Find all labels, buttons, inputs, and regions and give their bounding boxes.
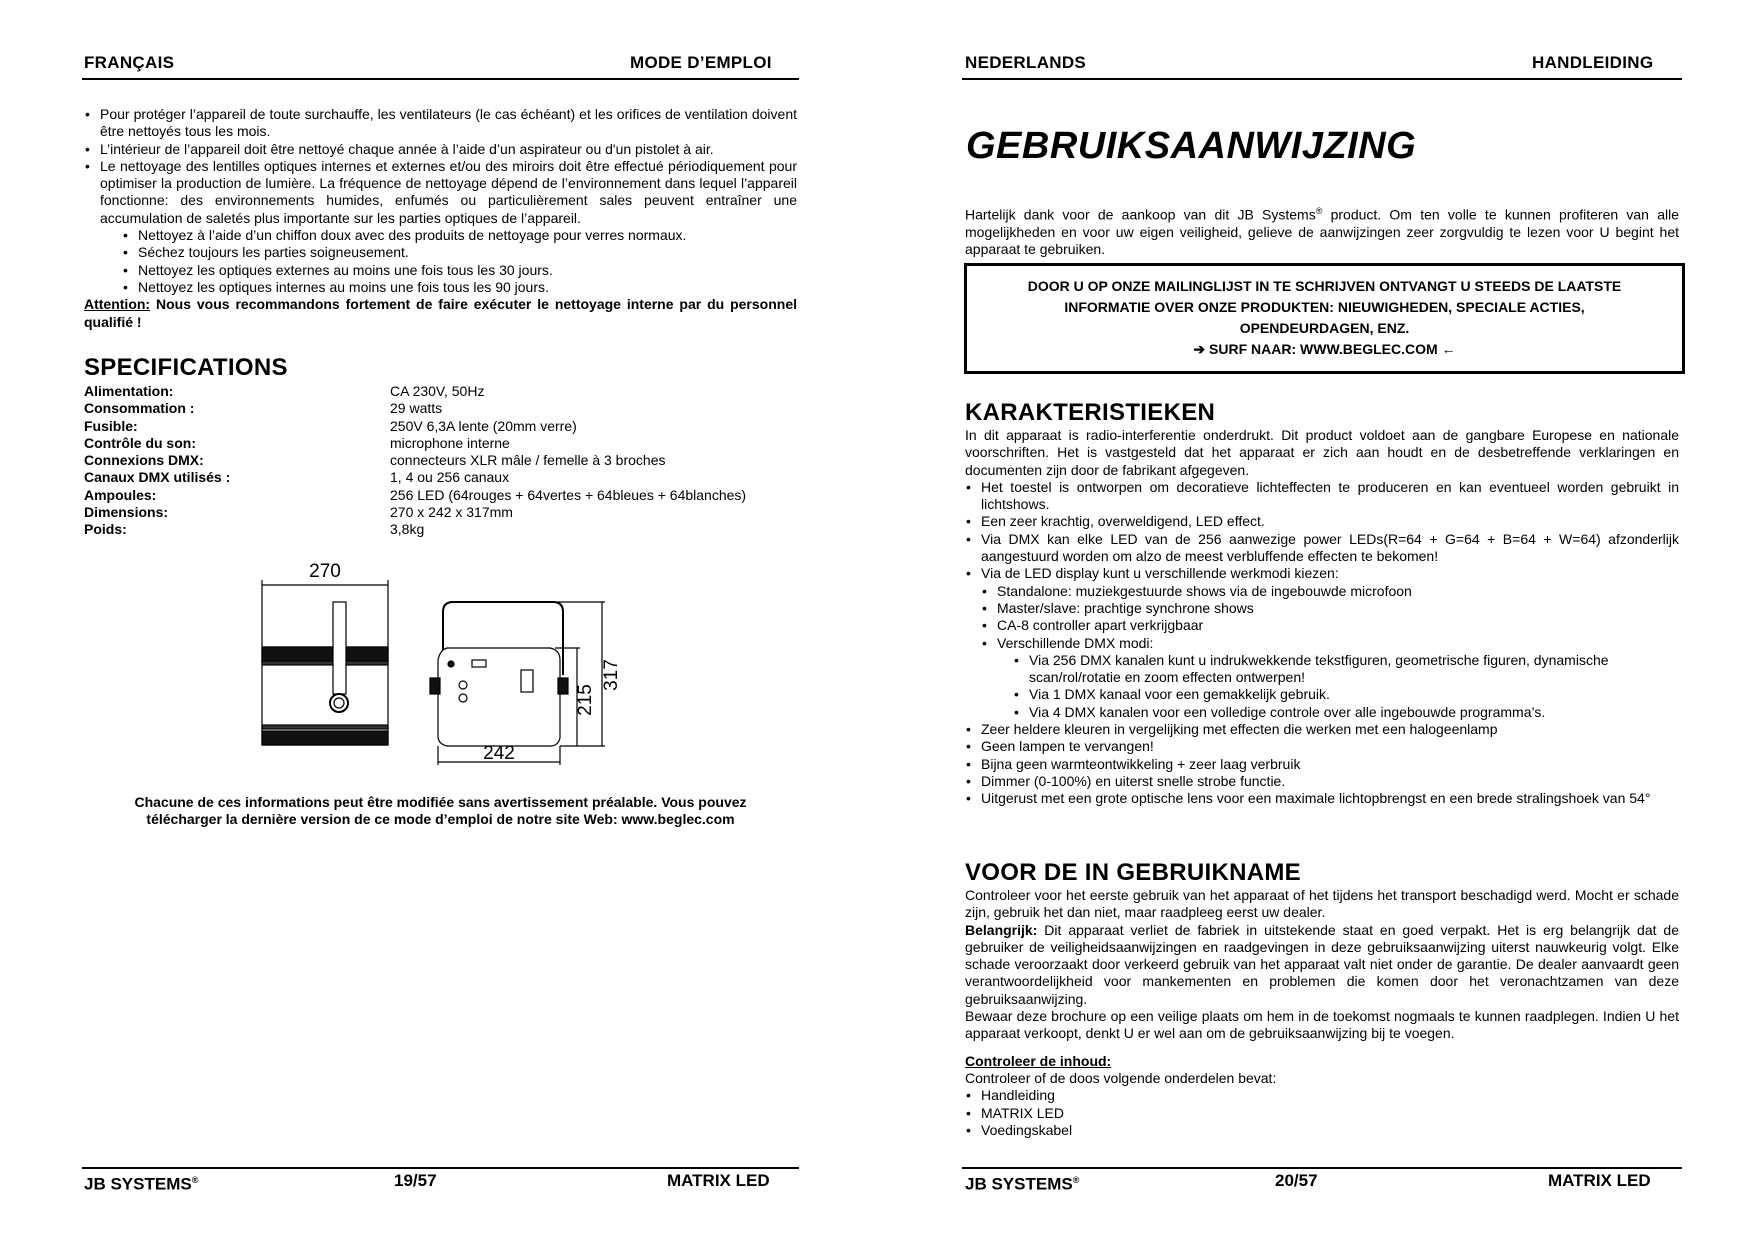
- spec-value: 250V 6,3A lente (20mm verre): [390, 417, 577, 434]
- side-view: [262, 580, 388, 745]
- list-item: • Het toestel is ontworpen om decoratieve lichteffecten te produceren en kan eventueel worden gebruikt in lichtshows.: [965, 479, 1679, 514]
- footer-product: MATRIX LED: [1548, 1171, 1651, 1190]
- list-item: • Via 256 DMX kanalen kunt u indrukwekkende tekstfiguren, geometrische figuren, dynamische scan/rol/rotatie en zoom effecten ontwerpen!: [1013, 652, 1659, 687]
- list-item: • Séchez toujours les parties soigneusement.: [122, 244, 797, 261]
- footer-product: MATRIX LED: [667, 1171, 770, 1190]
- dim-h1-label: 215: [575, 684, 596, 716]
- list-item: • Pour protéger l’appareil de toute surchauffe, les ventilateurs (le cas échéant) et les orifices de ventilation doivent être nettoyés tous les mois.: [84, 106, 797, 141]
- spec-value: 3,8kg: [390, 521, 425, 538]
- footer-brand: JB SYSTEMS®: [84, 1174, 199, 1194]
- list-item: • Bijna geen warmteontwikkeling + zeer laag verbruik: [965, 756, 1665, 773]
- header-rule: [962, 78, 1682, 80]
- maintenance-section: [84, 106, 797, 331]
- spec-value: microphone interne: [390, 434, 510, 451]
- dim-width-label: 270: [309, 561, 341, 582]
- list-item: • Voedingskabel: [965, 1122, 1679, 1139]
- disclaimer-note: Chacune de ces informations peut être modifiée sans avertissement préalable. Vous pouvez télécharger la dernière version de ce mode d’emploi de notre site Web: www.beglec.com: [134, 794, 747, 828]
- spec-label: Consommation :: [84, 400, 195, 417]
- spec-label: Ampoules:: [84, 486, 157, 503]
- characteristics-heading: KARAKTERISTIEKEN: [965, 399, 1216, 426]
- attention-label: Attention:: [84, 296, 151, 313]
- spec-row: [84, 521, 797, 538]
- spec-row: [84, 504, 797, 521]
- list-item: • Via 4 DMX kanalen voor een volledige controle over alle ingebouwde programma’s.: [1013, 704, 1659, 721]
- spec-label: Alimentation:: [84, 383, 174, 399]
- page-title: GEBRUIKSAANWIJZING: [966, 125, 1417, 167]
- specs-table: [84, 383, 797, 539]
- spec-row: [84, 383, 797, 400]
- specs-heading: SPECIFICATIONS: [84, 354, 288, 381]
- spec-value: connecteurs XLR mâle / femelle à 3 broches: [390, 452, 666, 469]
- list-item: • Geen lampen te vervangen!: [965, 738, 1665, 755]
- characteristics-intro: In dit apparaat is radio-interferentie onderdrukt. Dit product voldoet aan de gangbare Europese en nationale voorschriften. Het is vastgesteld dat het apparaat er zich aan houdt en de desbetreffende verklaringen en documenten zijn door de fabrikant afgegeven.: [965, 427, 1679, 478]
- spec-row: [84, 487, 797, 504]
- list-item: • L’intérieur de l’appareil doit être nettoyé chaque année à l’aide d’un aspirateur ou d'un pistolet à air.: [84, 141, 797, 158]
- spec-value: 256 LED (64rouges + 64vertes + 64bleues + 64blanches): [390, 486, 747, 503]
- spec-row: [84, 469, 797, 486]
- footer-rule: [962, 1167, 1682, 1169]
- list-item: • Nettoyez à l’aide d’un chiffon doux avec des produits de nettoyage pour verres normaux.: [122, 227, 797, 244]
- list-item: • Le nettoyage des lentilles optiques internes et externes et/ou des miroirs doit être effectué périodiquement pour optimiser la production de lumière. La fréquence de nettoyage dépend de l’environnement dans lequel l’appareil fonctionne: des environnements humides, enfumés ou particulièrement sales peuvent entraîner une accumulation de saletés plus importante sur les parties optiques de l’appareil.: [84, 158, 797, 227]
- mailing-list-text: DOOR U OP ONZE MAILINGLIJST IN TE SCHRIJVEN ONTVANGT U STEEDS DE LAATSTE INFORMATIE OVER ONZE PRODUKTEN: NIEUWIGHEDEN, SPECIALE ACTIES, OPENDEURDAGEN, ENZ.: [1027, 278, 1622, 336]
- important-text: Belangrijk: Dit apparaat verliet de fabriek in uitstekende staat en goed verpakt. Het is erg belangrijk dat de gebruiker de veiligheidsaanwijzingen en raadgevingen in deze gebruiksaanwijzing uiterst nauwkeurig volgt. Elke schade veroorzaakt door verkeerd gebruik van het apparaat valt niet onder de garantie. De dealer aanvaardt geen verantwoordelijkheid voor mankementen en problemen die komen door het veronachtzamen van deze gebruiksaanwijzing.: [965, 921, 1679, 1007]
- list-item: • Nettoyez les optiques internes au moins une fois tous les 90 jours.: [122, 279, 797, 296]
- attention-text: Nous vous recommandons fortement de faire exécuter le nettoyage interne par du personnel qualifié !: [84, 296, 797, 330]
- footer-brand: JB SYSTEMS®: [965, 1174, 1080, 1194]
- header-rule: [82, 78, 799, 80]
- spec-label: Fusible:: [84, 417, 138, 434]
- list-item: • Via DMX kan elke LED van de 256 aanwezige power LEDs(R=64 + G=64 + B=64 + W=64) afzonderlijk aangestuurd worden om alzo de meest verbluffende effecten te bekomen!: [965, 531, 1679, 566]
- list-item: • Via de LED display kunt u verschillende werkmodi kiezen:: [965, 565, 1679, 582]
- spec-row: [84, 435, 797, 452]
- storage-text: Bewaar deze brochure op een veilige plaats om hem in de toekomst nogmaals te kunnen raadplegen. Indien U het apparaat verkoopt, denkt U er wel aan om de gebruiksaanwijzing bij te voegen.: [965, 1008, 1679, 1042]
- spec-value: 1, 4 ou 256 canaux: [390, 469, 510, 486]
- before-use-section: [965, 859, 1679, 1139]
- list-item: • Uitgerust met een grote optische lens voor een maximale lichtopbrengst en een brede stralingshoek van 54°: [965, 790, 1665, 807]
- footer-page-number: 20/57: [1275, 1171, 1318, 1190]
- list-item: • Handleiding: [965, 1087, 1679, 1104]
- list-item: • Verschillende DMX modi:: [981, 635, 1679, 652]
- list-item: • Een zeer krachtig, overweldigend, LED effect.: [965, 513, 1679, 530]
- spec-label: Canaux DMX utilisés :: [84, 469, 231, 486]
- intro-text: Hartelijk dank voor de aankoop van dit JB Systems® product. Om ten volle te kunnen profiteren van alle mogelijkheden en voor uw eigen veiligheid, gelieve de aanwijzingen zeer zorgvuldig te lezen voor U begint het apparaat te gebruiken.: [965, 206, 1680, 258]
- list-item: • Dimmer (0-100%) en uiterst snelle strobe functie.: [965, 773, 1665, 790]
- contents-intro: Controleer of de doos volgende onderdelen bevat:: [965, 1069, 1277, 1086]
- list-item: • Via 1 DMX kanaal voor een gemakkelijk gebruik.: [1013, 686, 1659, 703]
- list-item: • CA-8 controller apart verkrijgbaar: [981, 617, 1679, 634]
- spec-row: [84, 452, 797, 469]
- attention-note: [84, 296, 797, 331]
- footer-page-number: 19/57: [394, 1171, 437, 1190]
- header-language: NEDERLANDS: [965, 53, 1087, 72]
- website-link[interactable]: ➔ SURF NAAR: WWW.BEGLEC.COM ←: [1193, 341, 1456, 357]
- spec-label: Dimensions:: [84, 504, 169, 521]
- spec-row: [84, 418, 797, 435]
- footer-rule: [82, 1167, 799, 1169]
- before-use-heading: VOOR DE IN GEBRUIKNAME: [965, 859, 1301, 886]
- spec-value: 29 watts: [390, 400, 443, 417]
- list-item: • Standalone: muziekgestuurde shows via de ingebouwde microfoon: [981, 583, 1679, 600]
- contents-heading: Controleer de inhoud:: [965, 1052, 1112, 1069]
- dimension-diagram: [255, 560, 645, 780]
- header-title: MODE D’EMPLOI: [630, 53, 772, 72]
- header-title: HANDLEIDING: [1532, 53, 1654, 72]
- before-use-text: Controleer voor het eerste gebruik van het apparaat of het tijdens het transport beschadigd werd. Mocht er schade zijn, gebruik het dan niet, maar raadpleeg eerst uw dealer.: [965, 887, 1679, 921]
- back-view: [430, 602, 605, 765]
- spec-label: Poids:: [84, 521, 127, 538]
- list-item: • MATRIX LED: [965, 1105, 1679, 1122]
- list-item: • Master/slave: prachtige synchrone shows: [981, 600, 1679, 617]
- header-language: FRANÇAIS: [84, 53, 175, 72]
- spec-label: Connexions DMX:: [84, 452, 204, 469]
- dim-depth-label: 242: [483, 743, 515, 764]
- spec-label: Contrôle du son:: [84, 434, 196, 451]
- list-item: • Zeer heldere kleuren in vergelijking met effecten die werken met een halogeenlamp: [965, 721, 1665, 738]
- mailing-list-box: [964, 263, 1685, 374]
- list-item: • Nettoyez les optiques externes au moins une fois tous les 30 jours.: [122, 262, 797, 279]
- dim-h2-label: 317: [601, 659, 622, 691]
- spec-row: [84, 400, 797, 417]
- characteristics-section: [965, 399, 1679, 808]
- spec-value: 270 x 242 x 317mm: [390, 504, 513, 521]
- spec-value: CA 230V, 50Hz: [390, 383, 485, 399]
